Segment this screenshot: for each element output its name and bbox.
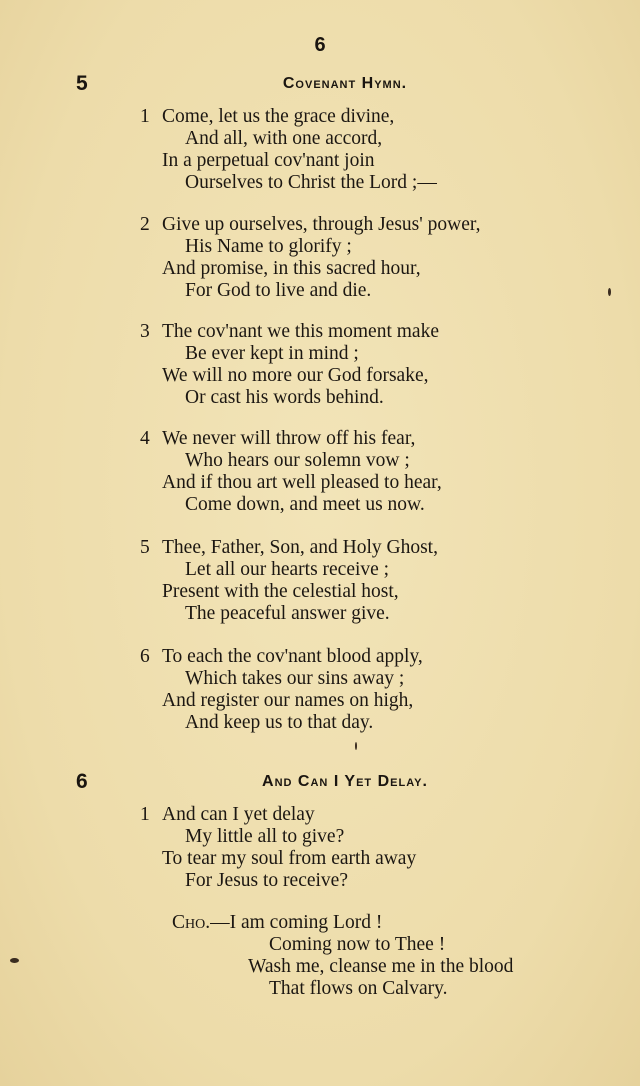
verse-line: And can I yet delay — [162, 804, 315, 825]
stanza — [140, 804, 416, 892]
verse-line: Thee, Father, Son, and Holy Ghost, — [162, 537, 438, 558]
verse-line: And register our names on high, — [162, 690, 414, 711]
verse-line: And if thou art well pleased to hear, — [162, 472, 442, 493]
verse-line: The cov'nant we this moment make — [162, 321, 439, 342]
verse-line: We never will throw off his fear, — [162, 428, 416, 449]
ink-speck — [10, 958, 19, 963]
verse-line: Come down, and meet us now. — [185, 494, 425, 515]
stanza-number: 2 — [140, 214, 150, 235]
verse-line: For Jesus to receive? — [185, 870, 348, 891]
verse-line: The peaceful answer give. — [185, 603, 390, 624]
verse-line: —I am coming Lord ! — [210, 912, 383, 933]
hymn-title: And Can I Yet Delay. — [262, 773, 428, 790]
chorus-label: Cho. — [172, 912, 211, 933]
verse-line: His Name to glorify ; — [185, 236, 352, 257]
verse-line: For God to live and die. — [185, 280, 372, 301]
verse-line: To tear my soul from earth away — [162, 848, 417, 869]
stanza-number: 5 — [140, 537, 150, 558]
verse-line: Let all our hearts receive ; — [185, 559, 390, 580]
verse-line: Come, let us the grace divine, — [162, 106, 395, 127]
verse-line: In a perpetual cov'nant join — [162, 150, 375, 171]
ink-speck — [355, 742, 357, 750]
stanza — [140, 646, 423, 734]
stanza — [140, 321, 439, 409]
verse-line: Or cast his words behind. — [185, 387, 384, 408]
page-number: 6 — [314, 34, 326, 56]
verse-line: That flows on Calvary. — [269, 978, 448, 999]
verse-line: And keep us to that day. — [185, 712, 374, 733]
hymn-number: 5 — [76, 72, 88, 95]
verse-line: Give up ourselves, through Jesus' power, — [162, 214, 481, 235]
stanza — [140, 537, 438, 625]
stanza-number: 1 — [140, 804, 150, 825]
verse-line: Ourselves to Christ the Lord ;— — [185, 172, 437, 193]
stanza-number: 4 — [140, 428, 150, 449]
verse-line: And promise, in this sacred hour, — [162, 258, 421, 279]
verse-line: Coming now to Thee ! — [269, 934, 446, 955]
ink-speck — [608, 288, 611, 296]
stanza — [140, 106, 437, 194]
verse-line: And all, with one accord, — [185, 128, 383, 149]
hymn-number: 6 — [76, 770, 88, 793]
verse-line: We will no more our God forsake, — [162, 365, 429, 386]
stanza — [140, 428, 442, 516]
verse-line: Present with the celestial host, — [162, 581, 399, 602]
stanza-number: 1 — [140, 106, 150, 127]
verse-line: To each the cov'nant blood apply, — [162, 646, 423, 667]
verse-line: Be ever kept in mind ; — [185, 343, 359, 364]
stanza-number: 3 — [140, 321, 150, 342]
stanza — [140, 214, 480, 302]
verse-line: Who hears our solemn vow ; — [185, 450, 410, 471]
hymn-title: Covenant Hymn. — [282, 75, 408, 92]
stanza-number: 6 — [140, 646, 150, 667]
verse-line: Wash me, cleanse me in the blood — [248, 956, 514, 977]
verse-line: Which takes our sins away ; — [185, 668, 405, 689]
verse-line: My little all to give? — [185, 826, 345, 847]
chorus — [172, 912, 513, 1000]
